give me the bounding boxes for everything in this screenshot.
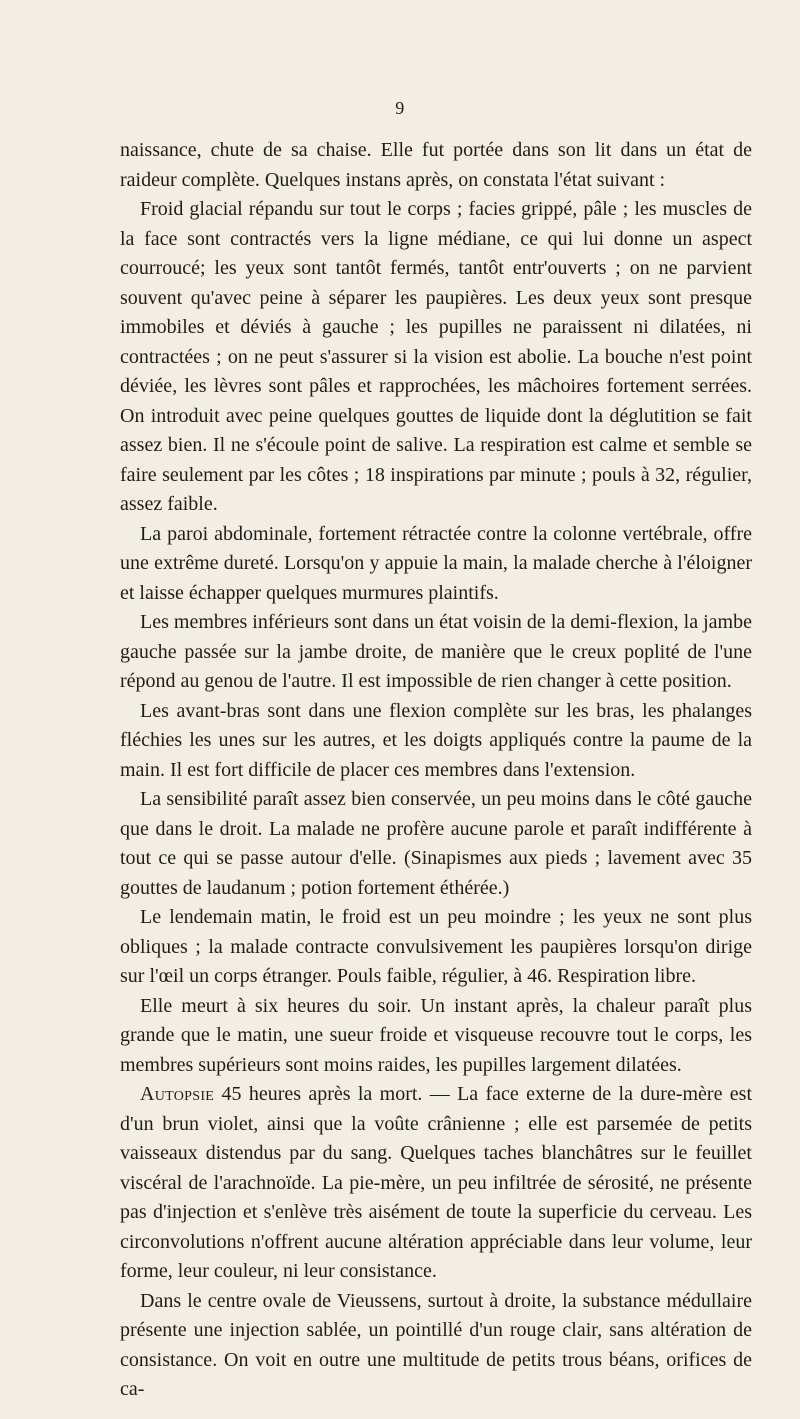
paragraph-5: Les avant-bras sont dans une flexion complète sur les bras, les phalanges fléchies les unes sur les autres, et les doigts appliqués contre la paume de la main. Il est fort difficile de placer ces membres dans l'extension. (120, 699, 752, 781)
paragraph-3: La paroi abdominale, fortement rétractée contre la colonne vertébrale, offre une extrême dureté. Lorsqu'on y appuie la main, la malade cherche à l'éloigner et laisse échapper quelques murmures plaintifs. (120, 522, 752, 604)
final-paragraph: Dans le centre ovale de Vieussens, surtout à droite, la substance médullaire présente une injection sablée, un pointillé d'un rouge clair, sans altération de consistance. On voit en outre une multitude de petits trous béans, orifices de ca- (120, 1289, 752, 1400)
autopsy-label: Autopsie (140, 1083, 215, 1105)
paragraph-8: Elle meurt à six heures du soir. Un instant après, la chaleur paraît plus grande que le matin, une sueur froide et visqueuse recouvre tout le corps, les membres supérieurs sont moins raides, les pupilles largement dilatées. (120, 994, 752, 1076)
paragraph-1: naissance, chute de sa chaise. Elle fut portée dans son lit dans un état de raideur complète. Quelques instans après, on constata l'état suivant : (120, 139, 752, 191)
page-number: 9 (395, 98, 405, 118)
paragraph-2: Froid glacial répandu sur tout le corps ; facies grippé, pâle ; les muscles de la face sont contractés vers la ligne médiane, ce qui lui donne un aspect courroucé; les yeux sont tantôt fermés, tantôt entr'ouverts ; on ne parvient souvent qu'avec peine à séparer les paupières. Les deux yeux sont presque immobiles et déviés à gauche ; les pupilles ne paraissent ni dilatées, ni contractées ; on ne peut s'assurer si la vision est abolie. La bouche n'est point déviée, les lèvres sont pâles et rapprochées, les mâchoires fortement serrées. On introduit avec peine quelques gouttes de liquide dont la déglutition se fait assez bien. Il ne s'écoule point de salive. La respiration est calme et semble se faire seulement par les côtes ; 18 inspirations par minute ; pouls à 32, régulier, assez faible. (120, 198, 752, 515)
autopsy-paragraph (120, 1080, 752, 1287)
body-text (120, 136, 752, 1405)
paragraph-4: Les membres inférieurs sont dans un état voisin de la demi-flexion, la jambe gauche passée sur la jambe droite, de manière que le creux poplité de l'une répond au genou de l'autre. Il est impossible de rien changer à cette position. (120, 611, 752, 692)
paragraph-7: Le lendemain matin, le froid est un peu moindre ; les yeux ne sont plus obliques ; la malade contracte convulsivement les paupières lorsqu'on dirige sur l'œil un corps étranger. Pouls faible, régulier, à 46. Respiration libre. (120, 906, 752, 987)
paragraph-6: La sensibilité paraît assez bien conservée, un peu moins dans le côté gauche que dans le droit. La malade ne profère aucune parole et paraît indifférente à tout ce qui se passe autour d'elle. (Sinapismes aux pieds ; lavement avec 35 gouttes de laudanum ; potion fortement éthérée.) (120, 788, 752, 899)
autopsy-text: 45 heures après la mort. — La face externe de la dure-mère est d'un brun violet, ainsi que la voûte crânienne ; elle est parsemée de petits vaisseaux distendus par du sang. Quelques taches blanchâtres sur le feuillet viscéral de l'arachnoïde. La pie-mère, un peu infiltrée de sérosité, ne présente pas d'injection et s'enlève très aisément de toute la superficie du cerveau. Les circonvolutions n'offrent aucune altération appréciable dans leur volume, leur forme, leur couleur, ni leur consistance. (120, 1083, 752, 1282)
